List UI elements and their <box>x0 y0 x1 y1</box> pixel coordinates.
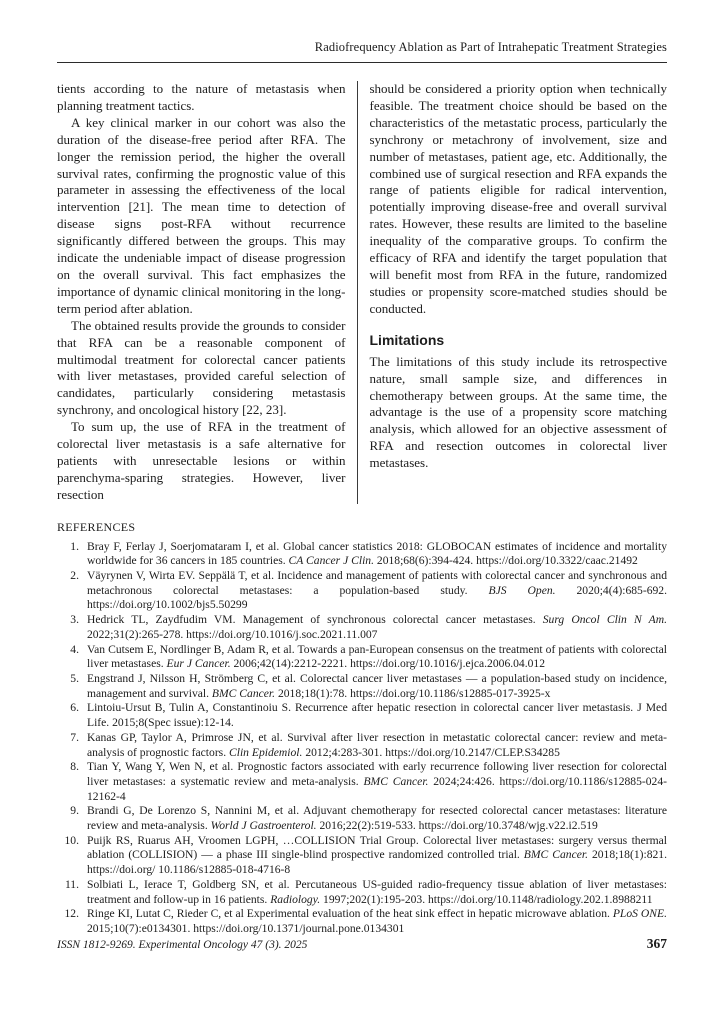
reference-item <box>57 540 667 569</box>
reference-number: 10. <box>64 833 79 847</box>
reference-text: Väyrynen V, Wirta EV. Seppälä T, et al. Incidence and management of patients with colorectal cancer and synchronous and metachronous colorectal metastases: a population-based study. BJS Open. 2020;4(4):685-692. https://doi.org/10.1002/bjs5.50299 <box>87 569 667 612</box>
journal-name: CA Cancer J Clin. <box>288 554 374 568</box>
reference-item <box>57 701 667 730</box>
reference-text: Tian Y, Wang Y, Wen N, et al. Prognostic factors associated with early recurrence following liver resection for colorectal liver metastases: a systematic review and meta-analysis. BMC Cancer. 2024;24:426. https://doi.org/10.1186/s12885-024-12162-4 <box>87 760 667 803</box>
reference-number: 7. <box>70 730 79 744</box>
journal-name: Radiology. <box>270 892 321 906</box>
references-heading: REFERENCES <box>57 519 136 534</box>
page-content <box>57 40 667 937</box>
reference-number: 2. <box>70 569 79 583</box>
reference-item <box>57 804 667 833</box>
journal-name: World J Gastroenterol. <box>210 819 317 833</box>
reference-text: Brandi G, De Lorenzo S, Nannini M, et al. Adjuvant chemotherapy for resected colorectal cancer metastases: literature review and meta-analysis. World J Gastroenterol. 2016;22(2):519-533. https://doi.org/10.3748/wjg.v22.i2.519 <box>87 804 667 833</box>
body-paragraph: tients according to the nature of metastasis when planning treatment tactics. <box>57 81 346 113</box>
limitations-heading: Limitations <box>369 331 445 348</box>
reference-text: Hedrick TL, Zaydfudim VM. Management of synchronous colorectal cancer metastases. Surg Oncol Clin N Am. 2022;31(2):265-278. https://doi.org/10.1016/j.soc.2021.11.007 <box>87 613 667 641</box>
journal-name: BMC Cancer. <box>523 848 588 862</box>
reference-item <box>57 907 667 936</box>
journal-name: Clin Epidemiol. <box>229 745 303 759</box>
body-paragraph: To sum up, the use of RFA in the treatment of colorectal liver metastasis is a safe alternative for patients with unresectable lesions or within parenchyma-sparing strategies. However, liver resection <box>57 419 346 502</box>
reference-text: Engstrand J, Nilsson H, Strömberg C, et al. Colorectal cancer liver metastases — a population-based study on incidence, management and survival. BMC Cancer. 2018;18(1):78. https://doi.org/10.1186/s12885-017-3925-x <box>87 671 667 700</box>
reference-item <box>57 569 667 613</box>
body-paragraph: should be considered a priority option when technically feasible. The treatment choice should be based on the characteristics of the metastatic process, particularly the synchrony or metachrony of involvement, size and number of metastases, patient age, etc. Additionally, the combined use of surgical resection and RFA expands the range of patients eligible for radical intervention, potentially improving disease-free and overall survival rates. However, these results are limited to the baseline inequality of the comparative groups. To confirm the efficacy of RFA and identify the target population that will benefit most from RFA in the future, randomized studies or propensity score-matched studies should be conducted. <box>369 81 667 316</box>
reference-item <box>57 731 667 760</box>
reference-text: Kanas GP, Taylor A, Primrose JN, et al. Survival after liver resection in metastatic colorectal cancer: review and meta-analysis of prognostic factors. Clin Epidemiol. 2012;4:283-301. https://doi.org/10.2147/CLEP.S34285 <box>87 730 667 759</box>
journal-name: BJS Open. <box>488 583 556 597</box>
reference-item <box>57 613 667 642</box>
reference-number: 8. <box>70 760 79 774</box>
page-number: 367 <box>646 936 667 951</box>
reference-number: 1. <box>70 539 79 553</box>
reference-number: 9. <box>70 804 79 818</box>
reference-text: Puijk RS, Ruarus AH, Vroomen LGPH, …COLLISION Trial Group. Colorectal liver metastases: surgery versus thermal ablation (COLLISION) — a phase III single-blind prospective randomized controlled trial. BMC Cancer. 2018;18(1):821. https://doi.org/ 10.1186/s12885-018-4716-8 <box>87 833 667 877</box>
body-paragraph: The limitations of this study include its retrospective nature, small sample size, and differences in chemotherapy between groups. At the same time, the advantage is the use of a propensity score matching analysis, which allowed for an objective assessment of RFA and resection outcomes in colorectal liver metastases. <box>369 353 667 471</box>
footer-issn-line: ISSN 1812-9269. Experimental Oncology 47 (3). 2025 <box>57 939 308 951</box>
journal-name: Surg Oncol Clin N Am. <box>542 613 667 627</box>
reference-number: 11. <box>64 877 79 891</box>
running-head-title: Radiofrequency Ablation as Part of Intrahepatic Treatment Strategies <box>57 40 667 63</box>
reference-item <box>57 760 667 804</box>
body-columns <box>57 81 667 504</box>
body-paragraph: The obtained results provide the grounds to consider that RFA can be a reasonable component of multimodal treatment for colorectal cancer patients with liver metastases, provided careful selection of candidates, particularly considering metastasis synchrony, and oncological history [22, 23]. <box>57 317 346 418</box>
reference-number: 4. <box>70 642 79 656</box>
body-paragraph: A key clinical marker in our cohort was also the duration of the disease-free period after RFA. The longer the remission period, the higher the overall survival rates, confirming the prognostic value of this parameter in assessing the effectiveness of the local intervention [21]. The mean time to detection of disease signs post-RFA without recurrence significantly differed between the groups. This may indicate the undeniable impact of disease progression on the overall survival. This fact emphasizes the importance of dynamic clinical monitoring in the long-term period after ablation. <box>57 114 346 316</box>
journal-name: Eur J Cancer. <box>166 657 231 671</box>
journal-name: BMC Cancer. <box>363 774 429 788</box>
reference-text: Solbiati L, Ierace T, Goldberg SN, et al. Percutaneous US-guided radio-frequency tissue ablation of liver metastases: treatment and follow-up in 16 patients. Radiology. 1997;202(1):195-203. https://doi.org/10.1148/radiology.202.1.8988211 <box>87 877 667 906</box>
reference-item <box>57 834 667 878</box>
reference-text: Lintoiu-Ursut B, Tulin A, Constantinoiu S. Recurrence after hepatic resection in colorectal cancer liver metastasis. J Med Life. 2015;8(Spec issue):12-14. <box>87 701 667 730</box>
left-column <box>57 81 358 504</box>
reference-number: 6. <box>70 701 79 715</box>
reference-item <box>57 878 667 907</box>
reference-number: 12. <box>64 907 79 921</box>
reference-item <box>57 643 667 672</box>
right-column <box>358 81 668 504</box>
reference-text: Bray F, Ferlay J, Soerjomataram I, et al. Global cancer statistics 2018: GLOBOCAN estimates of incidence and mortality worldwide for 36 cancers in 185 countries. CA Cancer J Clin. 2018;68(6):394-424. https://doi.org/10.3322/caac.21492 <box>87 539 667 568</box>
journal-name: PLoS ONE. <box>612 907 668 921</box>
references-list <box>57 540 667 937</box>
reference-text: Van Cutsem E, Nordlinger B, Adam R, et al. Towards a pan-European consensus on the treatment of patients with colorectal liver metastases. Eur J Cancer. 2006;42(14):2212-2221. https://doi.org/10.1016/j.ejca.2006.04.012 <box>87 642 667 671</box>
references-section <box>57 520 667 937</box>
page-footer <box>57 936 667 952</box>
reference-number: 5. <box>70 671 79 685</box>
journal-name: BMC Cancer. <box>211 686 276 700</box>
reference-text: Ringe KI, Lutat C, Rieder C, et al Experimental evaluation of the heat sink effect in hepatic microwave ablation. PLoS ONE. 2015;10(7):e0134301. https://doi.org/10.1371/journal.pone.0134301 <box>87 907 668 935</box>
reference-item <box>57 672 667 701</box>
reference-number: 3. <box>70 613 79 627</box>
